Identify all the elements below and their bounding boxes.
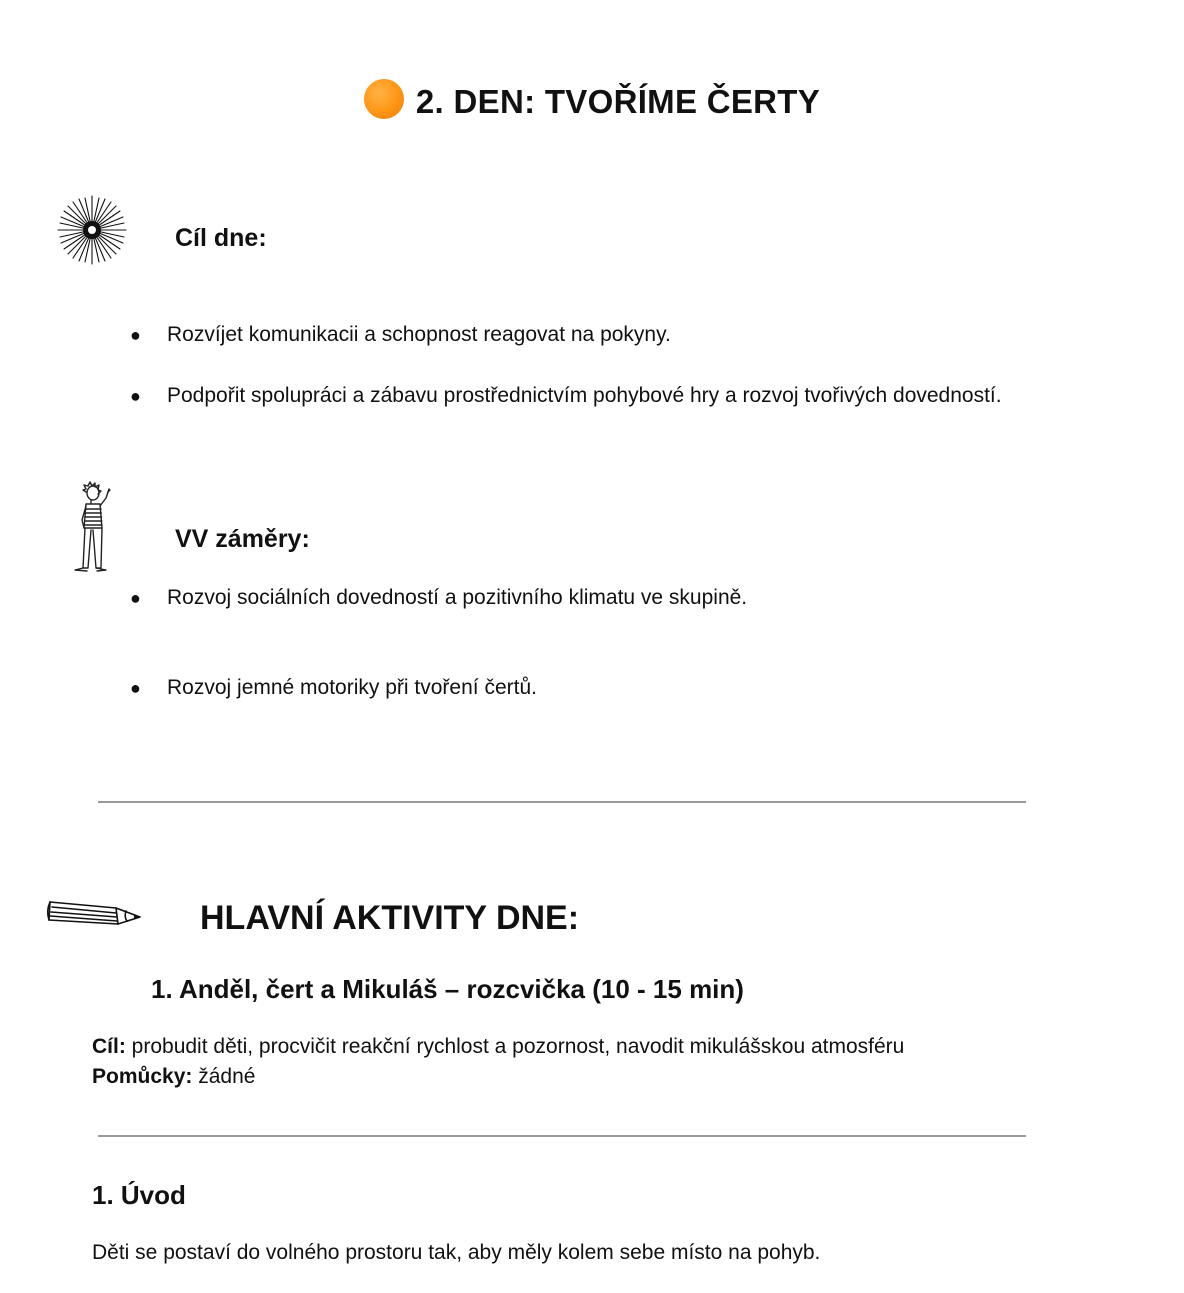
- list-item: [130, 673, 1010, 703]
- divider: [98, 1135, 1026, 1137]
- bullet-icon: ●: [130, 325, 141, 345]
- page-title-text: 2. DEN: TVOŘÍME ČERTY: [415, 83, 821, 120]
- bullet-icon: ●: [130, 386, 141, 406]
- orange-circle-icon: [364, 79, 404, 119]
- vv-heading: VV záměry:: [175, 525, 310, 553]
- activity-tools: [92, 1062, 1092, 1092]
- pencil-icon: [44, 896, 144, 936]
- bullet-icon: ●: [130, 678, 141, 698]
- list-item-text: Rozvoj sociálních dovedností a pozitivního klimatu ve skupině.: [167, 586, 748, 609]
- standing-boy-icon: [62, 480, 122, 576]
- intro-text: Děti se postaví do volného prostoru tak, aby měly kolem sebe místo na pohyb.: [92, 1241, 821, 1264]
- page-title: [0, 78, 1184, 126]
- intro-heading: 1. Úvod: [92, 1180, 186, 1210]
- activity-goal-text: probudit děti, procvičit reakční rychlost a pozornost, navodit mikulášskou atmosféru: [125, 1035, 905, 1058]
- list-item-text: Podpořit spolupráci a zábavu prostřednictvím pohybové hry a rozvoj tvořivých dovedností.: [167, 384, 1002, 407]
- goal-heading: Cíl dne:: [175, 224, 267, 252]
- activities-heading: HLAVNÍ AKTIVITY DNE:: [200, 899, 580, 937]
- activity-tools-label: Pomůcky:: [92, 1065, 193, 1088]
- activity-title: 1. Anděl, čert a Mikuláš – rozcvička (10 - 15 min): [151, 974, 744, 1004]
- activity-tools-text: žádné: [192, 1065, 256, 1088]
- list-item-text: Rozvoj jemné motoriky při tvoření čertů.: [167, 676, 537, 699]
- list-item: [130, 320, 1010, 350]
- list-item-text: Rozvíjet komunikacii a schopnost reagovat na pokyny.: [167, 323, 671, 346]
- starburst-icon: [56, 194, 128, 266]
- list-item: [130, 583, 1010, 613]
- activity-goal-label: Cíl:: [92, 1035, 126, 1058]
- bullet-icon: ●: [130, 588, 141, 608]
- activity-goal: [92, 1032, 1092, 1062]
- divider: [98, 801, 1026, 803]
- list-item: [130, 381, 1010, 411]
